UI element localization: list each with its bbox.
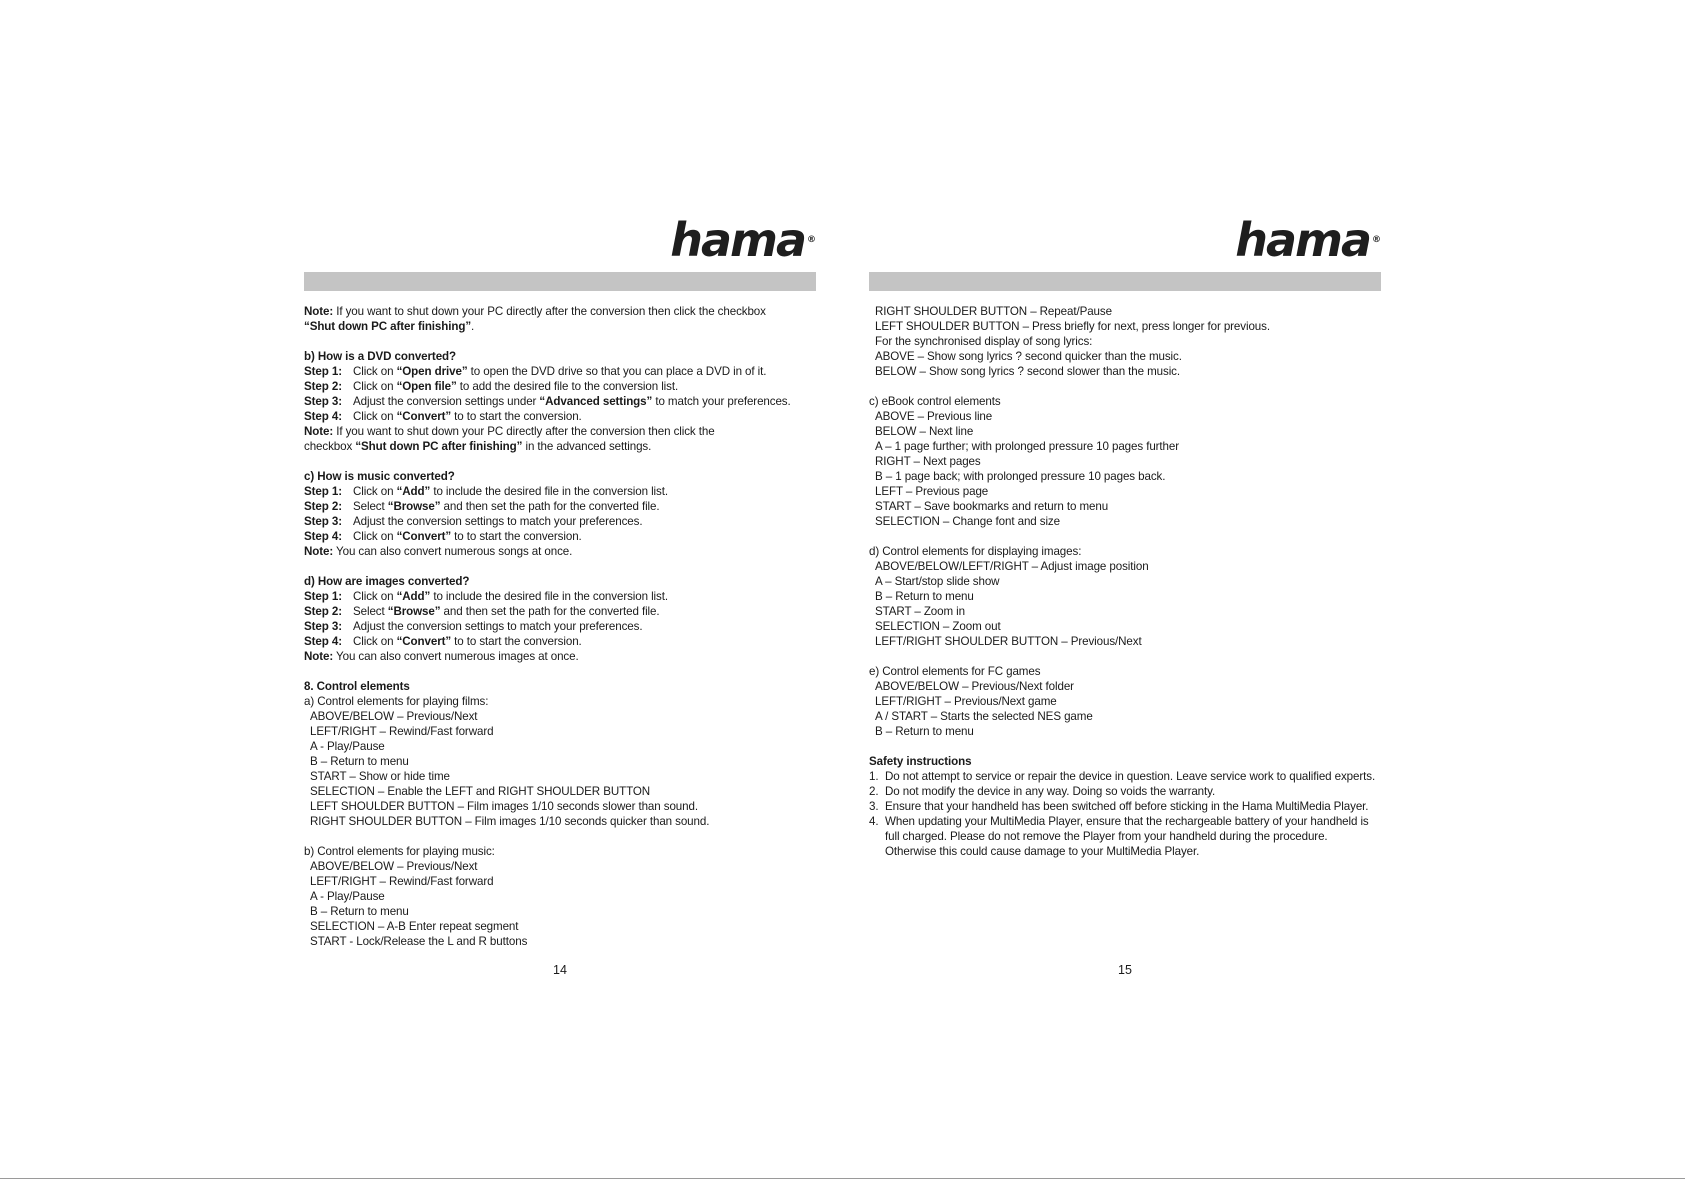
subsection-title: b) Control elements for playing music: [304, 845, 495, 858]
note-line: “Shut down PC after finishing”. [304, 320, 475, 333]
hama-logo: hama ® [670, 213, 816, 267]
list-item: ABOVE/BELOW/LEFT/RIGHT – Adjust image position [875, 560, 1149, 573]
numbered-item: 2. Do not modify the device in any way. Doing so voids the warranty. [869, 785, 1216, 798]
list-item: B – Return to menu [875, 590, 974, 603]
note-line: Note: You can also convert numerous images at once. [304, 650, 579, 663]
section-heading: d) How are images converted? [304, 575, 470, 588]
section-heading: 8. Control elements [304, 680, 410, 693]
list-item: LEFT – Previous page [875, 485, 989, 498]
step-line: Step 2: Select “Browse” and then set the path for the converted file. [304, 500, 660, 513]
note-line: checkbox “Shut down PC after finishing” in the advanced settings. [304, 440, 652, 453]
list-item: B – 1 page back; with prolonged pressure 10 pages back. [875, 470, 1166, 483]
page-number: 14 [553, 963, 567, 977]
step-line: Step 3: Adjust the conversion settings to match your preferences. [304, 620, 643, 633]
step-line: Step 4: Click on “Convert” to to start the conversion. [304, 410, 582, 423]
section-heading: Safety instructions [869, 755, 972, 768]
list-item: START – Show or hide time [310, 770, 450, 783]
list-item: SELECTION – A-B Enter repeat segment [310, 920, 519, 933]
left-content [304, 304, 816, 949]
list-item: LEFT/RIGHT SHOULDER BUTTON – Previous/Next [875, 635, 1142, 648]
page-number: 15 [1118, 963, 1132, 977]
subsection-title: e) Control elements for FC games [869, 665, 1041, 678]
numbered-item: 4. When updating your MultiMedia Player, ensure that the rechargeable battery of your handheld is full charged. Please do not remove the Player from your handheld during the procedure. Otherwise this could cause damage to your MultiMedia Player. [869, 815, 1369, 858]
list-item: BELOW – Next line [875, 425, 974, 438]
note-line: Note: You can also convert numerous songs at once. [304, 545, 573, 558]
list-item: B – Return to menu [310, 755, 409, 768]
step-line: Step 4: Click on “Convert” to to start the conversion. [304, 530, 582, 543]
step-line: Step 1: Click on “Add” to include the desired file in the conversion list. [304, 485, 668, 498]
list-item: RIGHT SHOULDER BUTTON – Repeat/Pause [875, 305, 1112, 318]
step-line: Step 1: Click on “Add” to include the desired file in the conversion list. [304, 590, 668, 603]
step-line: Step 3: Adjust the conversion settings to match your preferences. [304, 515, 643, 528]
step-line: Step 2: Select “Browse” and then set the path for the converted file. [304, 605, 660, 618]
header-band [304, 272, 816, 291]
list-item: BELOW – Show song lyrics ? second slower than the music. [875, 365, 1180, 378]
list-item: RIGHT SHOULDER BUTTON – Film images 1/10 seconds quicker than sound. [310, 815, 710, 828]
list-item: SELECTION – Change font and size [875, 515, 1060, 528]
list-item: LEFT/RIGHT – Rewind/Fast forward [310, 725, 494, 738]
step-line: Step 1: Click on “Open drive” to open the DVD drive so that you can place a DVD in of it. [304, 365, 767, 378]
list-item: A – 1 page further; with prolonged pressure 10 pages further [875, 440, 1180, 453]
hama-logo: hama ® [1235, 213, 1381, 267]
list-item: SELECTION – Enable the LEFT and RIGHT SHOULDER BUTTON [310, 785, 651, 798]
header-band [869, 272, 1381, 291]
step-line: Step 4: Click on “Convert” to to start the conversion. [304, 635, 582, 648]
right-content [869, 304, 1381, 859]
list-item: START – Zoom in [875, 605, 965, 618]
note-line: Note: If you want to shut down your PC directly after the conversion then click the checkbox [304, 305, 766, 318]
list-item: B – Return to menu [875, 725, 974, 738]
list-item: B – Return to menu [310, 905, 409, 918]
subsection-title: a) Control elements for playing films: [304, 695, 489, 708]
list-item: START - Lock/Release the L and R buttons [310, 935, 528, 948]
list-item: A / START – Starts the selected NES game [875, 710, 1093, 723]
numbered-item: 3. Ensure that your handheld has been switched off before sticking in the Hama MultiMedia Player. [869, 800, 1369, 813]
list-item: ABOVE/BELOW – Previous/Next [310, 860, 478, 873]
list-item: START – Save bookmarks and return to menu [875, 500, 1109, 513]
section-heading: b) How is a DVD converted? [304, 350, 457, 363]
list-item: A - Play/Pause [310, 740, 385, 753]
list-item: RIGHT – Next pages [875, 455, 981, 468]
list-item: LEFT/RIGHT – Rewind/Fast forward [310, 875, 494, 888]
step-line: Step 3: Adjust the conversion settings under “Advanced settings” to match your preferences. [304, 395, 791, 408]
bottom-edge-line [0, 1178, 1685, 1179]
numbered-item: 1. Do not attempt to service or repair the device in question. Leave service work to qualified experts. [869, 770, 1376, 783]
list-item: ABOVE/BELOW – Previous/Next folder [875, 680, 1074, 693]
list-item: ABOVE – Previous line [875, 410, 993, 423]
subsection-title: d) Control elements for displaying images: [869, 545, 1082, 558]
list-item: ABOVE/BELOW – Previous/Next [310, 710, 478, 723]
list-item: SELECTION – Zoom out [875, 620, 1001, 633]
list-item: For the synchronised display of song lyrics: [875, 335, 1093, 348]
list-item: LEFT SHOULDER BUTTON – Film images 1/10 seconds slower than sound. [310, 800, 698, 813]
list-item: ABOVE – Show song lyrics ? second quicker than the music. [875, 350, 1182, 363]
list-item: LEFT SHOULDER BUTTON – Press briefly for next, press longer for previous. [875, 320, 1270, 333]
list-item: A - Play/Pause [310, 890, 385, 903]
step-line: Step 2: Click on “Open file” to add the desired file to the conversion list. [304, 380, 679, 393]
note-line: Note: If you want to shut down your PC directly after the conversion then click the [304, 425, 715, 438]
subsection-title: c) eBook control elements [869, 395, 1001, 408]
list-item: A – Start/stop slide show [875, 575, 1000, 588]
list-item: LEFT/RIGHT – Previous/Next game [875, 695, 1057, 708]
section-heading: c) How is music converted? [304, 470, 455, 483]
